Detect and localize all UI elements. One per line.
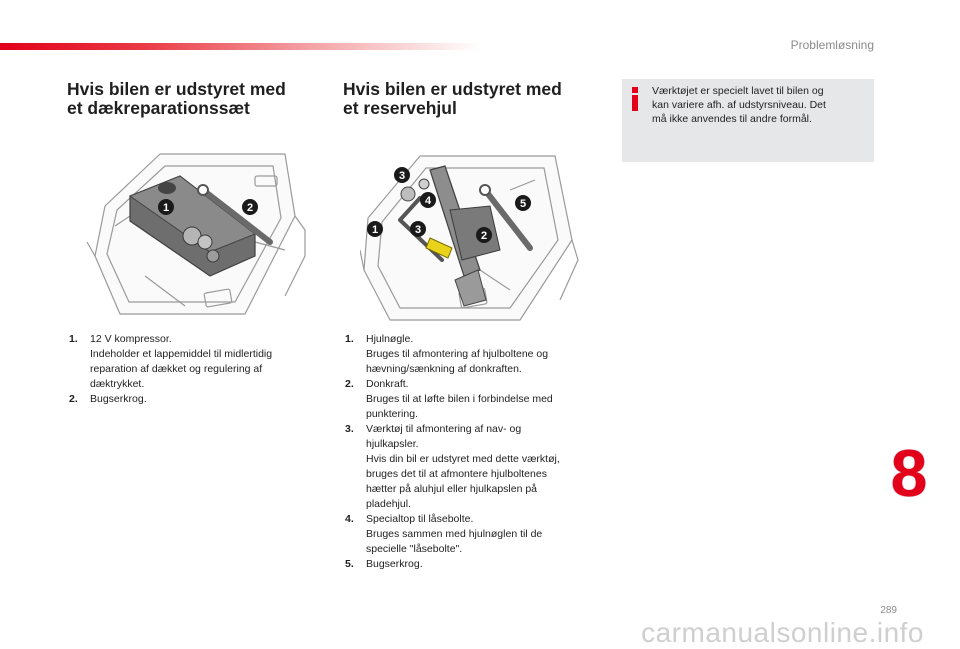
item-line: hjulkapsler. bbox=[366, 438, 419, 450]
list-item bbox=[69, 332, 319, 392]
info-box bbox=[622, 79, 874, 162]
info-line: Værktøjet er specielt lavet til bilen og bbox=[652, 85, 824, 97]
item-line: Indeholder et lappemiddel til midlertidig bbox=[90, 348, 273, 360]
repair-kit-list bbox=[69, 332, 319, 407]
item-line: reparation af dækket og regulering af bbox=[90, 363, 263, 375]
callout-number: 4 bbox=[424, 195, 432, 207]
item-line: hævning/sænkning af donkraften. bbox=[366, 363, 522, 375]
callout-badge bbox=[476, 227, 492, 243]
heading-line: Hvis bilen er udstyret med bbox=[67, 79, 286, 99]
callout-badge bbox=[515, 195, 531, 211]
item-line: 12 V kompressor. bbox=[90, 333, 172, 345]
item-line: Bugserkrog. bbox=[366, 558, 423, 570]
info-line: må ikke anvendes til andre formål. bbox=[652, 113, 812, 125]
info-line: kan variere afh. af udstyrsniveau. Det bbox=[652, 99, 826, 111]
page-number: 289 bbox=[880, 605, 897, 616]
item-line: punktering. bbox=[366, 408, 418, 420]
heading-spare-wheel bbox=[343, 80, 562, 118]
callout-number: 3 bbox=[414, 224, 422, 236]
item-line: Specialtop til låsebolte. bbox=[366, 513, 474, 525]
item-number: 3. bbox=[345, 423, 354, 435]
info-text bbox=[652, 84, 862, 126]
item-line: Hvis din bil er udstyret med dette værktøj, bbox=[366, 453, 560, 465]
item-line: Hjulnøgle. bbox=[366, 333, 414, 345]
list-item bbox=[345, 332, 605, 377]
heading-line: et reservehjul bbox=[343, 98, 457, 118]
list-item bbox=[345, 512, 605, 557]
item-line: Værktøj til afmontering af nav- og bbox=[366, 423, 522, 435]
item-number: 1. bbox=[345, 333, 354, 345]
callout-badge bbox=[158, 199, 174, 215]
callout-number: 2 bbox=[246, 202, 254, 214]
heading-line: Hvis bilen er udstyret med bbox=[343, 79, 562, 99]
list-item bbox=[345, 557, 605, 572]
list-item bbox=[69, 392, 319, 407]
item-line: pladehjul. bbox=[366, 498, 411, 510]
item-line: Donkraft. bbox=[366, 378, 409, 390]
repair-kit-illustration bbox=[85, 146, 310, 318]
callout-number: 5 bbox=[519, 198, 527, 210]
info-icon bbox=[630, 87, 640, 111]
chapter-number: 8 bbox=[890, 436, 928, 510]
item-number: 2. bbox=[69, 393, 78, 405]
callout-badge bbox=[394, 167, 410, 183]
item-line: Bruges til at løfte bilen i forbindelse med bbox=[366, 393, 553, 405]
list-item bbox=[345, 422, 605, 512]
item-number: 4. bbox=[345, 513, 354, 525]
header-accent-bar bbox=[0, 43, 480, 50]
callout-badge bbox=[410, 221, 426, 237]
callout-badge bbox=[420, 192, 436, 208]
item-line: bruges det til at afmontere hjulboltenes bbox=[366, 468, 547, 480]
item-line: Bruges sammen med hjulnøglen til de bbox=[366, 528, 543, 540]
item-number: 5. bbox=[345, 558, 354, 570]
item-number: 2. bbox=[345, 378, 354, 390]
item-line: dæktrykket. bbox=[90, 378, 145, 390]
heading-repair-kit bbox=[67, 80, 286, 118]
list-item bbox=[345, 377, 605, 422]
spare-wheel-illustration bbox=[360, 150, 580, 322]
callout-number: 3 bbox=[398, 170, 406, 182]
callout-badge bbox=[242, 199, 258, 215]
watermark: carmanualsonline.info bbox=[641, 617, 924, 648]
heading-line: et dækreparationssæt bbox=[67, 98, 250, 118]
item-number: 1. bbox=[69, 333, 78, 345]
item-line: Bugserkrog. bbox=[90, 393, 147, 405]
item-line: Bruges til afmontering af hjulboltene og bbox=[366, 348, 549, 360]
callout-number: 1 bbox=[371, 224, 379, 236]
section-title: Problemløsning bbox=[790, 38, 874, 52]
spare-wheel-list bbox=[345, 332, 605, 572]
callout-number: 2 bbox=[480, 230, 488, 242]
callout-badge bbox=[367, 221, 383, 237]
callout-number: 1 bbox=[162, 202, 170, 214]
item-line: specielle "låsebolte". bbox=[366, 543, 463, 555]
item-line: hætter på aluhjul eller hjulkapslen på bbox=[366, 483, 538, 495]
